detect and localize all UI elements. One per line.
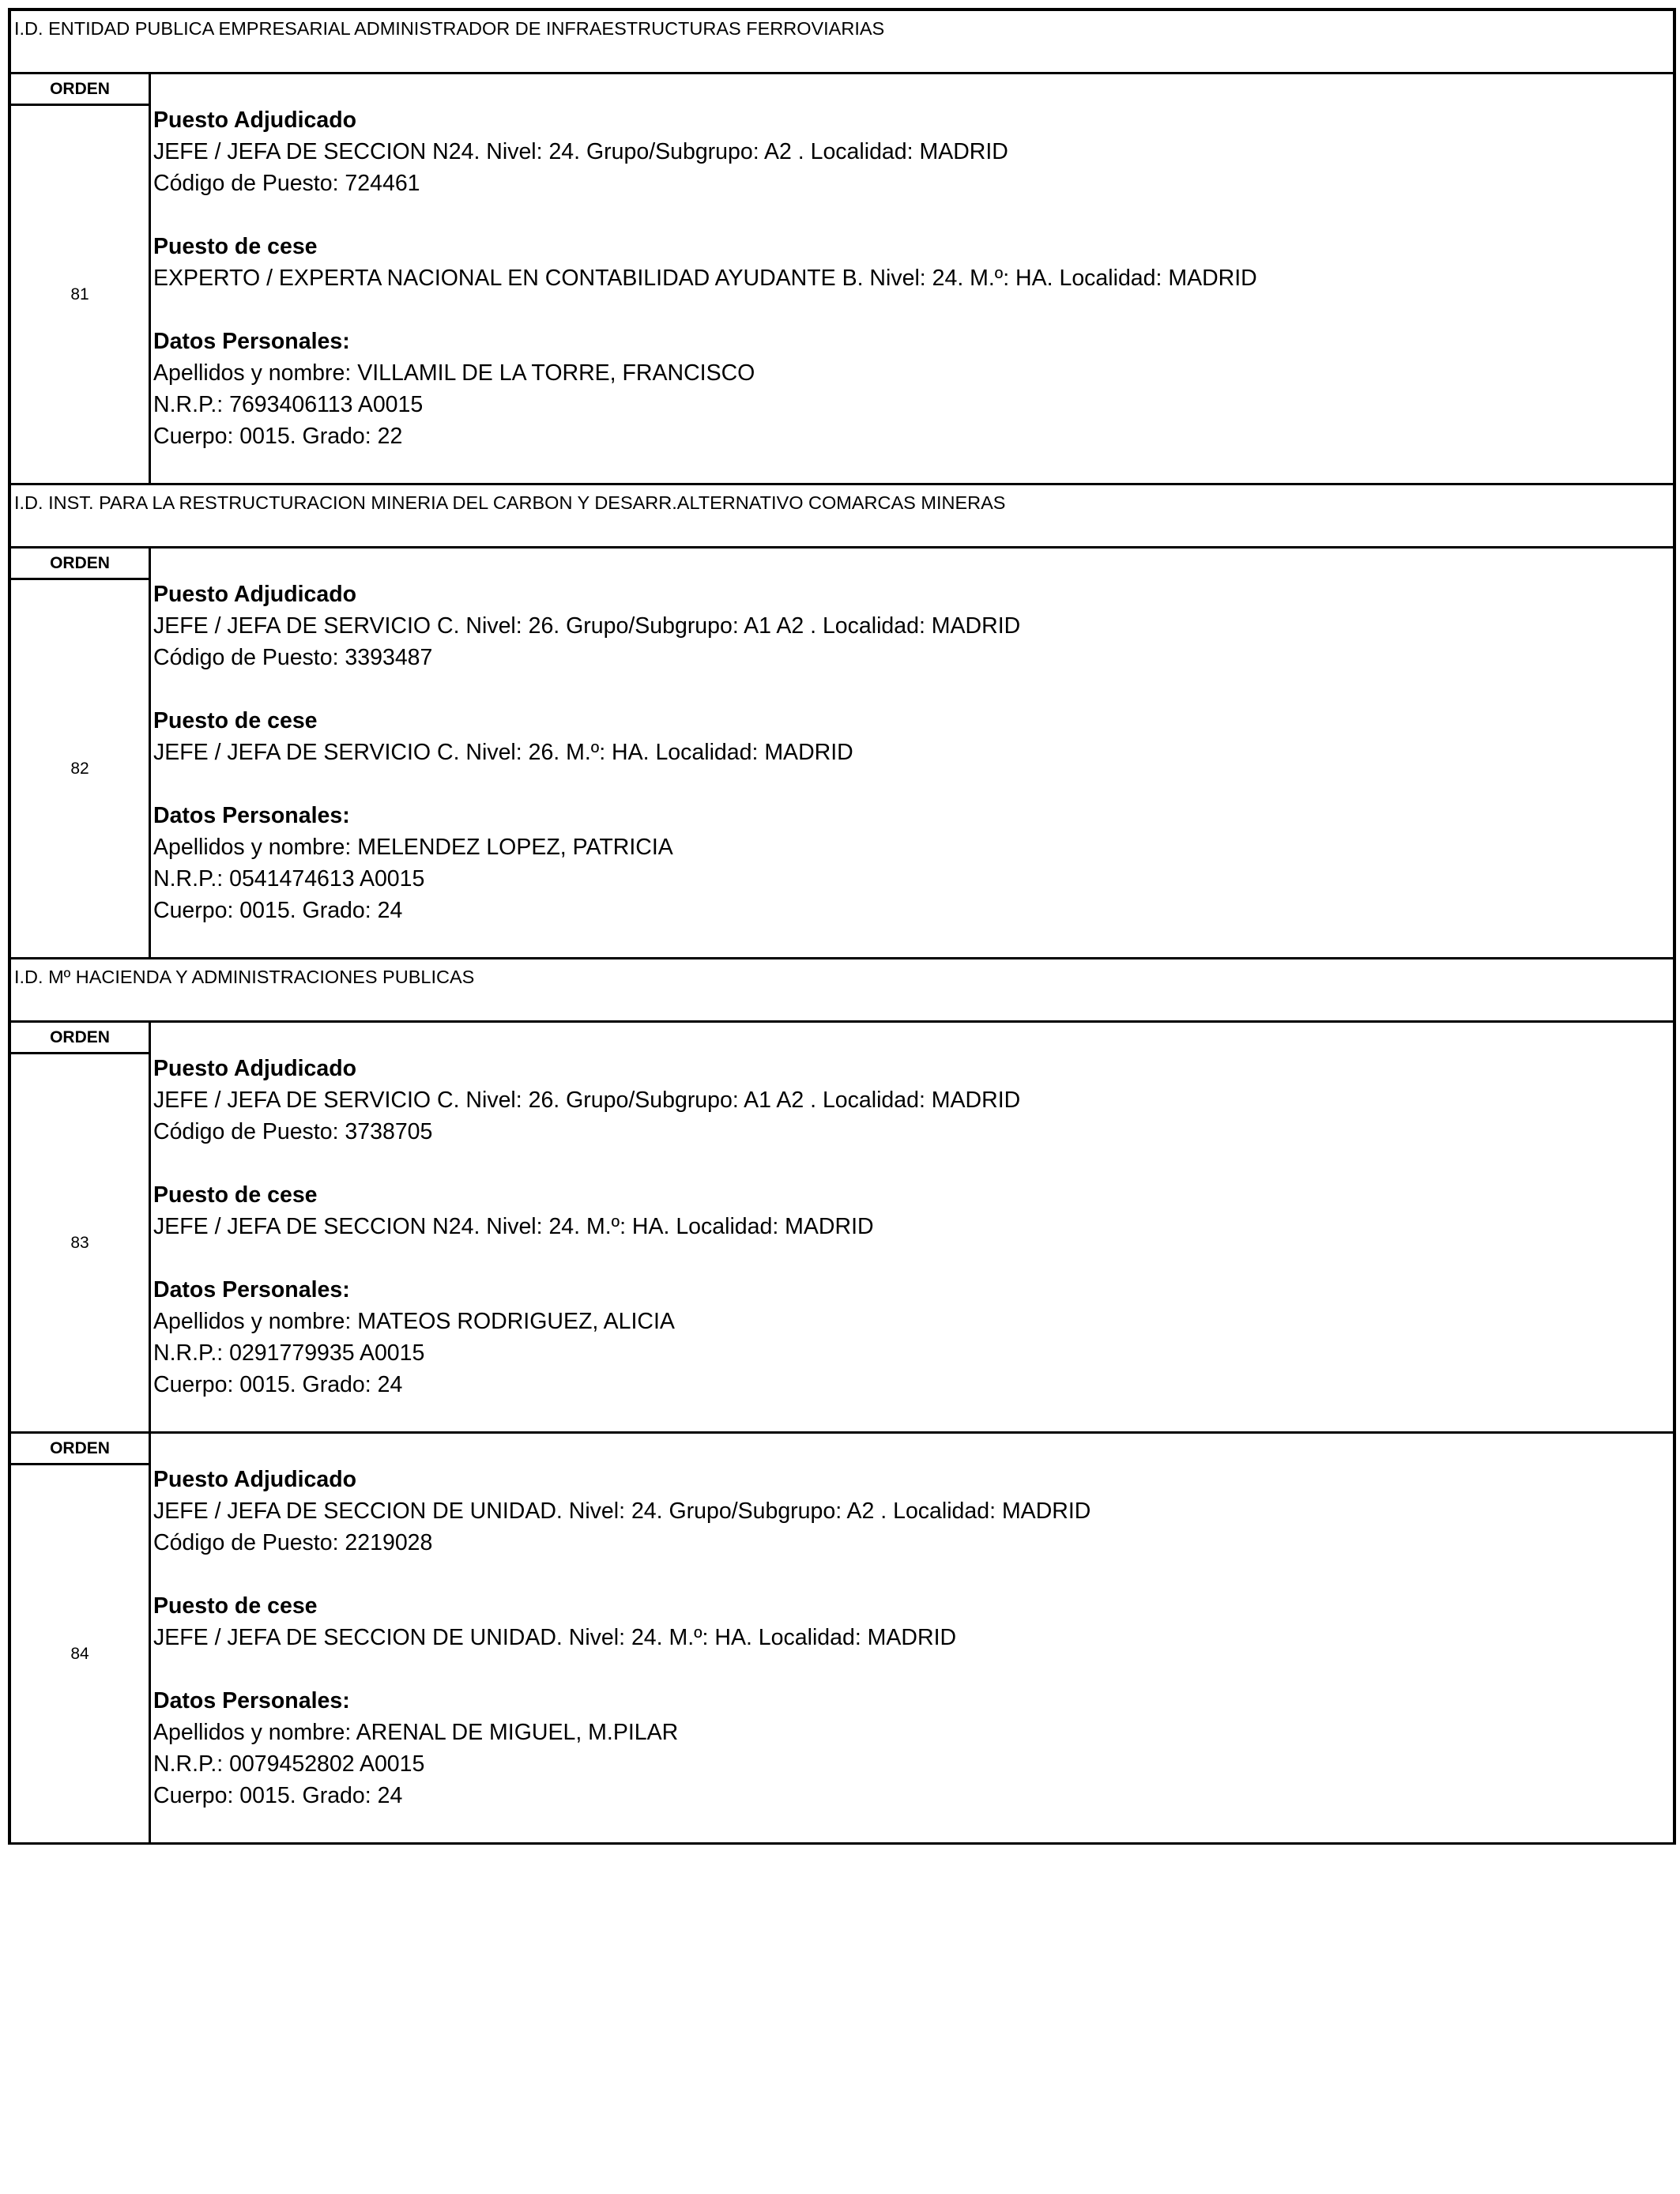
puesto-cese-heading: Puesto de cese: [153, 1182, 318, 1208]
orden-number: 83: [70, 1233, 89, 1252]
entry-details: [151, 548, 1673, 957]
puesto-adjudicado-heading: Puesto Adjudicado: [153, 582, 357, 607]
cuerpo-grado: Cuerpo: 0015. Grado: 24: [153, 1783, 403, 1808]
nrp: N.R.P.: 0079452802 A0015: [153, 1751, 425, 1777]
puesto-cese-heading: Puesto de cese: [153, 1593, 318, 1619]
datos-personales-heading: Datos Personales:: [153, 1688, 350, 1713]
resolution-table: [8, 8, 1676, 1845]
orden-number: 81: [70, 285, 89, 303]
table-row: [11, 548, 1673, 959]
puesto-adjudicado-heading: Puesto Adjudicado: [153, 107, 357, 133]
apellidos-nombre: Apellidos y nombre: MATEOS RODRIGUEZ, ALICIA: [153, 1309, 675, 1334]
cuerpo-grado: Cuerpo: 0015. Grado: 24: [153, 1372, 403, 1397]
orden-column: [11, 74, 151, 483]
cuerpo-grado: Cuerpo: 0015. Grado: 24: [153, 898, 403, 923]
codigo-puesto: Código de Puesto: 2219028: [153, 1530, 433, 1555]
orden-column: [11, 1023, 151, 1431]
table-row: [11, 1434, 1673, 1845]
puesto-adjudicado-text: JEFE / JEFA DE SECCION DE UNIDAD. Nivel: 24. Grupo/Subgrupo: A2 . Localidad: MADRID: [153, 1498, 1091, 1524]
orden-label: ORDEN: [11, 1434, 149, 1465]
puesto-adjudicado-heading: Puesto Adjudicado: [153, 1056, 357, 1081]
table-row: [11, 1023, 1673, 1434]
orden-number: 84: [70, 1644, 89, 1663]
orden-column: [11, 548, 151, 957]
organism-header: I.D. INST. PARA LA RESTRUCTURACION MINERIA DEL CARBON Y DESARR.ALTERNATIVO COMARCAS MINERAS: [11, 485, 1673, 548]
puesto-cese-text: JEFE / JEFA DE SERVICIO C. Nivel: 26. M.º: HA. Localidad: MADRID: [153, 740, 853, 765]
puesto-cese-text: EXPERTO / EXPERTA NACIONAL EN CONTABILIDAD AYUDANTE B. Nivel: 24. M.º: HA. Localidad: MADRID: [153, 266, 1257, 291]
apellidos-nombre: Apellidos y nombre: VILLAMIL DE LA TORRE, FRANCISCO: [153, 360, 755, 386]
puesto-cese-heading: Puesto de cese: [153, 708, 318, 733]
orden-column: [11, 1434, 151, 1842]
nrp: N.R.P.: 0291779935 A0015: [153, 1340, 425, 1366]
organism-header: I.D. ENTIDAD PUBLICA EMPRESARIAL ADMINISTRADOR DE INFRAESTRUCTURAS FERROVIARIAS: [11, 11, 1673, 74]
puesto-adjudicado-text: JEFE / JEFA DE SECCION N24. Nivel: 24. Grupo/Subgrupo: A2 . Localidad: MADRID: [153, 139, 1008, 164]
codigo-puesto: Código de Puesto: 3393487: [153, 645, 433, 670]
nrp: N.R.P.: 7693406113 A0015: [153, 392, 424, 417]
nrp: N.R.P.: 0541474613 A0015: [153, 866, 425, 892]
entry-details: [151, 1023, 1673, 1431]
datos-personales-heading: Datos Personales:: [153, 803, 350, 828]
apellidos-nombre: Apellidos y nombre: MELENDEZ LOPEZ, PATRICIA: [153, 835, 673, 860]
puesto-adjudicado-text: JEFE / JEFA DE SERVICIO C. Nivel: 26. Grupo/Subgrupo: A1 A2 . Localidad: MADRID: [153, 613, 1021, 639]
puesto-cese-text: JEFE / JEFA DE SECCION DE UNIDAD. Nivel: 24. M.º: HA. Localidad: MADRID: [153, 1625, 957, 1650]
organism-header: I.D. Mº HACIENDA Y ADMINISTRACIONES PUBLICAS: [11, 959, 1673, 1023]
datos-personales-heading: Datos Personales:: [153, 1277, 350, 1302]
codigo-puesto: Código de Puesto: 724461: [153, 171, 420, 196]
orden-label: ORDEN: [11, 548, 149, 580]
orden-label: ORDEN: [11, 1023, 149, 1054]
entry-details: [151, 1434, 1673, 1842]
puesto-adjudicado-heading: Puesto Adjudicado: [153, 1467, 357, 1492]
cuerpo-grado: Cuerpo: 0015. Grado: 22: [153, 424, 403, 449]
table-row: [11, 74, 1673, 485]
datos-personales-heading: Datos Personales:: [153, 329, 350, 354]
puesto-adjudicado-text: JEFE / JEFA DE SERVICIO C. Nivel: 26. Grupo/Subgrupo: A1 A2 . Localidad: MADRID: [153, 1088, 1021, 1113]
entry-details: [151, 74, 1673, 483]
codigo-puesto: Código de Puesto: 3738705: [153, 1119, 433, 1144]
puesto-cese-heading: Puesto de cese: [153, 234, 318, 259]
puesto-cese-text: JEFE / JEFA DE SECCION N24. Nivel: 24. M.º: HA. Localidad: MADRID: [153, 1214, 874, 1239]
orden-label: ORDEN: [11, 74, 149, 106]
orden-number: 82: [70, 759, 89, 778]
apellidos-nombre: Apellidos y nombre: ARENAL DE MIGUEL, M.PILAR: [153, 1720, 679, 1745]
